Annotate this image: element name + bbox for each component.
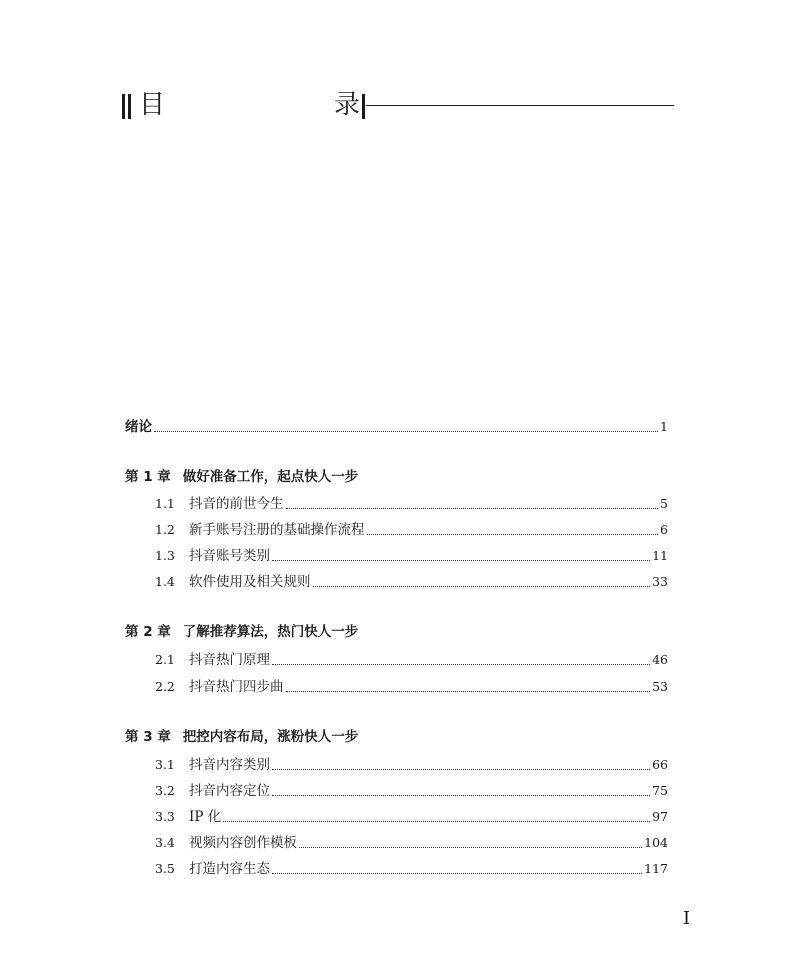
toc-entry[interactable] <box>155 830 668 852</box>
entry-page: 117 <box>644 861 668 876</box>
entry-label: 新手账号注册的基础操作流程 <box>189 522 365 538</box>
entry-page: 75 <box>652 783 668 798</box>
leader-dots <box>223 821 650 822</box>
section-number: 1.3 <box>155 548 175 563</box>
leader-dots <box>272 795 650 796</box>
section-number: 2.2 <box>155 679 175 694</box>
chapter-title: 做好准备工作，起点快人一步 <box>182 469 359 485</box>
chapter-number: 第 3 章 <box>125 729 171 745</box>
leader-dots <box>154 431 658 432</box>
chapter-heading-1[interactable] <box>125 467 358 487</box>
section-number: 3.3 <box>155 809 175 824</box>
entry-page: 97 <box>652 809 668 824</box>
entry-label: 抖音热门原理 <box>189 652 270 668</box>
section-number: 3.2 <box>155 783 175 798</box>
toc-entry[interactable] <box>155 856 668 878</box>
chapter-heading-2[interactable] <box>125 622 358 642</box>
chapter-title: 了解推荐算法，热门快人一步 <box>182 624 359 640</box>
section-number: 3.4 <box>155 835 175 850</box>
entry-label: 抖音的前世今生 <box>189 496 284 512</box>
entry-page: 6 <box>660 522 668 537</box>
entry-label: 软件使用及相关规则 <box>189 574 311 590</box>
section-number: 3.1 <box>155 757 175 772</box>
entry-label: 视频内容创作模板 <box>189 835 297 851</box>
leader-dots <box>367 534 659 535</box>
entry-label: 抖音内容类别 <box>189 757 270 773</box>
leader-dots <box>299 847 642 848</box>
entry-page: 1 <box>660 419 668 434</box>
toc-entry[interactable] <box>155 569 668 591</box>
toc-entry[interactable] <box>155 543 668 565</box>
leader-dots <box>286 691 651 692</box>
entry-page: 11 <box>652 548 668 563</box>
entry-page: 46 <box>652 652 668 667</box>
chapter-number: 第 2 章 <box>125 624 171 640</box>
entry-label: 抖音热门四步曲 <box>189 679 284 695</box>
toc-entry[interactable] <box>155 778 668 800</box>
section-number: 2.1 <box>155 652 175 667</box>
chapter-title: 把控内容布局，涨粉快人一步 <box>182 729 359 745</box>
entry-page: 66 <box>652 757 668 772</box>
leader-dots <box>272 664 650 665</box>
toc-entry[interactable] <box>155 491 668 513</box>
leader-dots <box>272 560 650 561</box>
entry-label: 抖音内容定位 <box>189 783 270 799</box>
toc-entry[interactable] <box>155 752 668 774</box>
entry-page: 33 <box>652 574 668 589</box>
toc-entry[interactable] <box>155 804 668 826</box>
leader-dots <box>272 873 642 874</box>
entry-label: 绪论 <box>125 419 152 435</box>
leader-dots <box>286 508 659 509</box>
entry-page: 104 <box>644 835 668 850</box>
entry-page: 5 <box>660 496 668 511</box>
section-number: 3.5 <box>155 861 175 876</box>
chapter-number: 第 1 章 <box>125 469 171 485</box>
toc-entry[interactable] <box>155 517 668 539</box>
heading-char-2: 录 <box>334 90 361 120</box>
heading-char-1: 目 <box>139 90 166 120</box>
chapter-heading-3[interactable] <box>125 727 358 747</box>
toc-entry[interactable] <box>155 674 668 696</box>
entry-label: 抖音账号类别 <box>189 548 270 564</box>
toc-entry-intro[interactable] <box>125 414 668 436</box>
section-number: 1.1 <box>155 496 175 511</box>
entry-label: 打造内容生态 <box>189 861 270 877</box>
leader-dots <box>313 586 651 587</box>
section-number: 1.2 <box>155 522 175 537</box>
leader-dots <box>272 769 650 770</box>
entry-label: IP 化 <box>189 809 222 825</box>
entry-page: 53 <box>652 679 668 694</box>
page-number: I <box>683 908 691 929</box>
section-number: 1.4 <box>155 574 175 589</box>
toc-entry[interactable] <box>155 647 668 669</box>
